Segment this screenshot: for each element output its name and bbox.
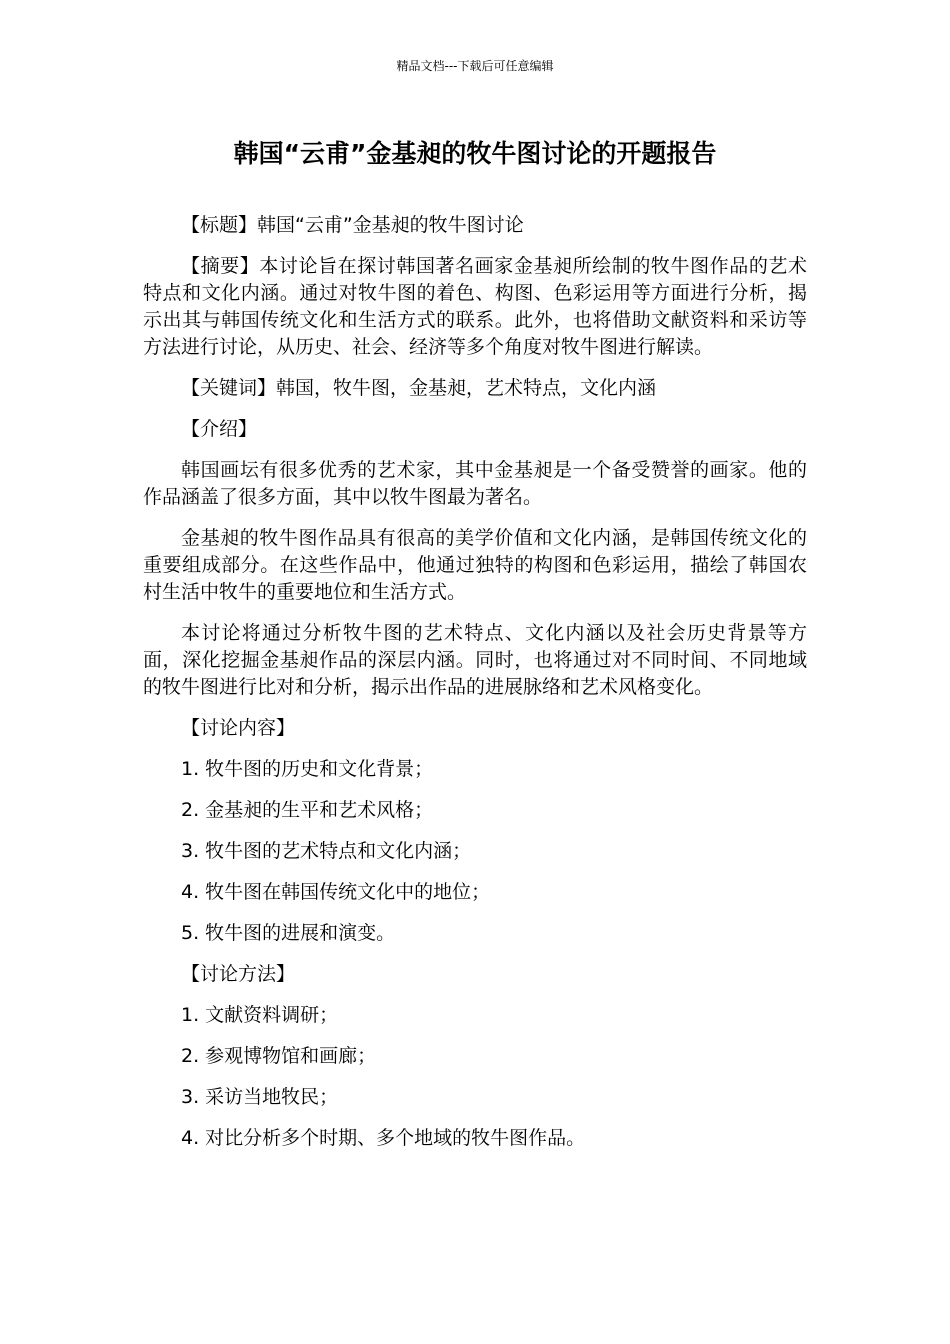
abstract-paragraph: 【摘要】本讨论旨在探讨韩国著名画家金基昶所绘制的牧牛图作品的艺术特点和文化内涵。通过对牧牛图的着色、构图、色彩运用等方面进行分析，揭示出其与韩国传统文化和生活方式的联系。此外，也将借助文献资料和采访等方法进行讨论，从历史、社会、经济等多个角度对牧牛图进行解读。 bbox=[143, 255, 807, 358]
intro-heading: 【介绍】 bbox=[181, 418, 258, 440]
keywords-line: 【关键词】韩国，牧牛图，金基昶，艺术特点，文化内涵 bbox=[181, 377, 657, 399]
intro-paragraph-2: 金基昶的牧牛图作品具有很高的美学价值和文化内涵，是韩国传统文化的重要组成部分。在这些作品中，他通过独特的构图和色彩运用，描绘了韩国农村生活中牧牛的重要地位和生活方式。 bbox=[143, 527, 807, 603]
content-item-5: 5. 牧牛图的进展和演变。 bbox=[181, 922, 396, 944]
content-item-4: 4. 牧牛图在韩国传统文化中的地位； bbox=[181, 881, 491, 903]
intro-paragraph-3: 本讨论将通过分析牧牛图的艺术特点、文化内涵以及社会历史背景等方面，深化挖掘金基昶作品的深层内涵。同时，也将通过对不同时间、不同地域的牧牛图进行比对和分析，揭示出作品的进展脉络和艺术风格变化。 bbox=[143, 622, 807, 698]
document-title: 韩国“云甫”金基昶的牧牛图讨论的开题报告 bbox=[233, 139, 717, 168]
method-item-4: 4. 对比分析多个时期、多个地域的牧牛图作品。 bbox=[181, 1127, 586, 1149]
method-item-3: 3. 采访当地牧民； bbox=[181, 1086, 339, 1108]
intro-paragraph-1: 韩国画坛有很多优秀的艺术家，其中金基昶是一个备受赞誉的画家。他的作品涵盖了很多方面，其中以牧牛图最为著名。 bbox=[143, 459, 807, 508]
method-item-2: 2. 参观博物馆和画廊； bbox=[181, 1045, 377, 1067]
method-heading: 【讨论方法】 bbox=[181, 963, 296, 985]
method-item-1: 1. 文献资料调研； bbox=[181, 1004, 339, 1026]
document-body bbox=[143, 212, 807, 1166]
content-item-2: 2. 金基昶的生平和艺术风格； bbox=[181, 799, 434, 821]
content-item-1: 1. 牧牛图的历史和文化背景； bbox=[181, 758, 434, 780]
subject-line: 【标题】韩国“云甫”金基昶的牧牛图讨论 bbox=[181, 214, 524, 236]
content-heading: 【讨论内容】 bbox=[181, 717, 296, 739]
content-item-3: 3. 牧牛图的艺术特点和文化内涵； bbox=[181, 840, 472, 862]
header-note: 精品文档---下载后可任意编辑 bbox=[396, 59, 554, 73]
